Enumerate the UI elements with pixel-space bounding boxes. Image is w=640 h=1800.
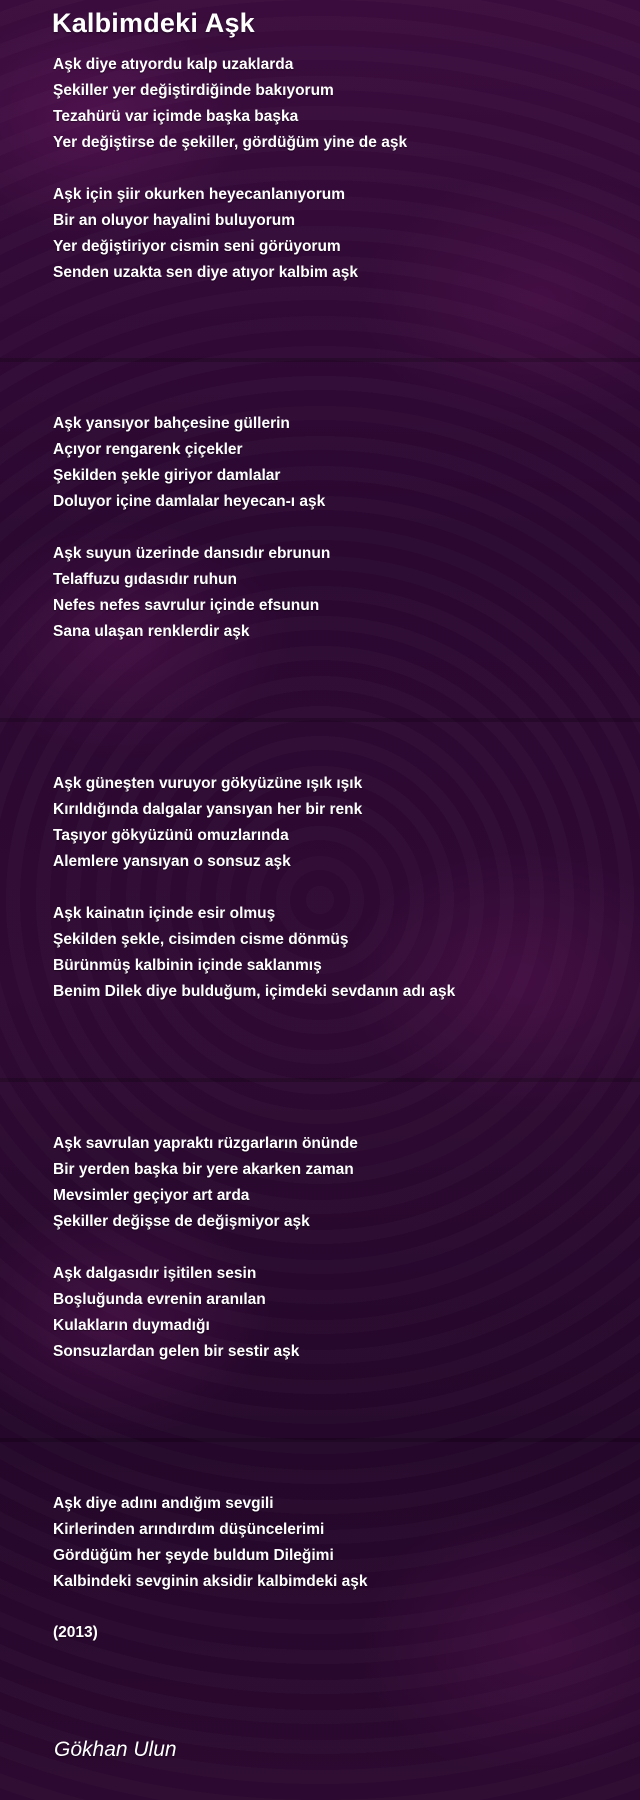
stanza-1	[53, 52, 407, 156]
stanza-9	[53, 1491, 367, 1595]
poem-line: Nefes nefes savrulur içinde efsunun	[53, 597, 320, 614]
poem-line: Yer değiştiriyor cismin seni görüyorum	[53, 238, 341, 255]
poem-line: Aşk güneşten vuruyor gökyüzüne ışık ışık	[53, 775, 363, 792]
poem-line: Şekilden şekle, cisimden cisme dönmüş	[53, 931, 349, 948]
poem-line: Tezahürü var içimde başka başka	[53, 108, 299, 125]
poem-line: Şekiller değişse de değişmiyor aşk	[53, 1213, 310, 1230]
poem-line: Telaffuzu gıdasıdır ruhun	[53, 571, 237, 588]
poem-line: Kırıldığında dalgalar yansıyan her bir renk	[53, 801, 363, 818]
poem-title: Kalbimdeki Aşk	[52, 8, 255, 38]
background-divider	[0, 718, 640, 722]
poem-line: Alemlere yansıyan o sonsuz aşk	[53, 853, 291, 870]
poem-line: Şekilden şekle giriyor damlalar	[53, 467, 281, 484]
poem-line: Benim Dilek diye bulduğum, içimdeki sevdanın adı aşk	[53, 983, 456, 1000]
poem-line: Aşk için şiir okurken heyecanlanıyorum	[53, 186, 346, 203]
stanza-6	[53, 901, 455, 1005]
poem-line: Aşk savrulan yapraktı rüzgarların önünde	[53, 1135, 358, 1152]
poem-line: Aşk dalgasıdır işitilen sesin	[53, 1265, 257, 1282]
poem-line: Bir an oluyor hayalini buluyorum	[53, 212, 296, 229]
stanza-8	[53, 1261, 299, 1365]
poem-line: Aşk suyun üzerinde dansıdır ebrunun	[53, 545, 331, 562]
poem-line: Bürünmüş kalbinin içinde saklanmış	[53, 957, 322, 974]
poem-line: Senden uzakta sen diye atıyor kalbim aşk	[53, 264, 358, 281]
poem-line: Boşluğunda evrenin aranılan	[53, 1291, 266, 1308]
stanza-4	[53, 541, 330, 645]
poem-line: Aşk diye atıyordu kalp uzaklarda	[53, 56, 294, 73]
stanza-2	[53, 182, 358, 286]
background-divider	[0, 1438, 640, 1442]
poem-line: Yer değiştirse de şekiller, gördüğüm yine de aşk	[53, 134, 408, 151]
poem-line: Aşk yansıyor bahçesine güllerin	[53, 415, 290, 432]
poem-line: Aşk diye adını andığım sevgili	[53, 1495, 274, 1512]
poem-line: Kirlerinden arındırdım düşüncelerimi	[53, 1521, 325, 1538]
stanza-5	[53, 771, 362, 875]
poem-line: Gördüğüm her şeyde buldum Dileğimi	[53, 1547, 334, 1564]
stanza-3	[53, 411, 325, 515]
poem-line: Kalbindeki sevginin aksidir kalbimdeki aşk	[53, 1573, 368, 1590]
poem-year: (2013)	[53, 1624, 98, 1641]
poem-line: Bir yerden başka bir yere akarken zaman	[53, 1161, 354, 1178]
poem-line: Sana ulaşan renklerdir aşk	[53, 623, 250, 640]
poem-line: Taşıyor gökyüzünü omuzlarında	[53, 827, 289, 844]
stanza-7	[53, 1131, 358, 1235]
author-name: Gökhan Ulun	[54, 1738, 177, 1761]
poem-line: Doluyor içine damlalar heyecan-ı aşk	[53, 493, 326, 510]
background-divider	[0, 1078, 640, 1082]
poem-line: Sonsuzlardan gelen bir sestir aşk	[53, 1343, 300, 1360]
poem-line: Aşk kainatın içinde esir olmuş	[53, 905, 276, 922]
poem-line: Kulakların duymadığı	[53, 1317, 210, 1334]
background-divider	[0, 358, 640, 362]
poem-line: Mevsimler geçiyor art arda	[53, 1187, 250, 1204]
poem-line: Açıyor rengarenk çiçekler	[53, 441, 243, 458]
poem-line: Şekiller yer değiştirdiğinde bakıyorum	[53, 82, 334, 99]
